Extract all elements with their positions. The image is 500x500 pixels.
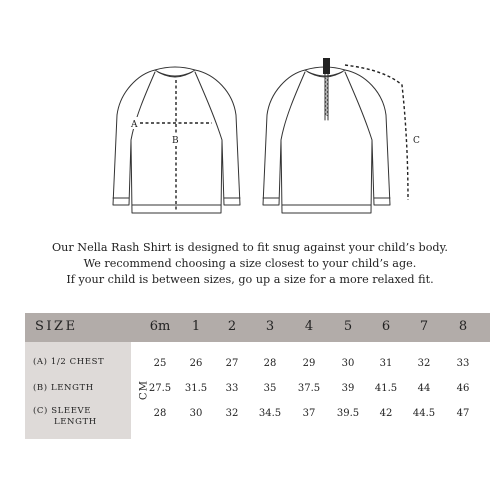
table-cell: 42 bbox=[379, 408, 393, 419]
table-cell: 46 bbox=[456, 383, 470, 394]
size-header-label: SIZE bbox=[35, 319, 78, 334]
table-cell: 28 bbox=[153, 408, 167, 419]
size-column-header: 1 bbox=[191, 319, 201, 334]
size-column-header: 2 bbox=[227, 319, 237, 334]
shirt-diagram bbox=[0, 0, 500, 230]
size-chart bbox=[25, 313, 490, 439]
size-column-header: 6m bbox=[149, 319, 171, 334]
table-cell: 27.5 bbox=[148, 383, 172, 394]
row-label-sleeve: (C) SLEEVE LENGTH bbox=[33, 406, 97, 427]
table-cell: 47 bbox=[456, 408, 470, 419]
size-column-header: 5 bbox=[343, 319, 353, 334]
table-cell: 44 bbox=[417, 383, 431, 394]
label-b: B bbox=[172, 136, 179, 146]
row-label-length: (B) LENGTH bbox=[33, 383, 94, 393]
table-cell: 39 bbox=[341, 383, 355, 394]
table-cell: 26 bbox=[189, 358, 203, 369]
unit-label: CM bbox=[138, 380, 150, 400]
size-column-header: 8 bbox=[458, 319, 468, 334]
row-label-chest: (A) 1/2 CHEST bbox=[33, 357, 105, 367]
size-header-row bbox=[25, 313, 490, 342]
table-cell: 32 bbox=[417, 358, 431, 369]
fit-description bbox=[0, 240, 500, 288]
size-column-header: 7 bbox=[419, 319, 429, 334]
description-line: We recommend choosing a size closest to your child’s age. bbox=[83, 257, 417, 270]
table-cell: 37.5 bbox=[297, 383, 321, 394]
table-cell: 35 bbox=[263, 383, 277, 394]
table-cell: 27 bbox=[225, 358, 239, 369]
description-line: If your child is between sizes, go up a size for a more relaxed fit. bbox=[66, 273, 434, 286]
table-cell: 29 bbox=[302, 358, 316, 369]
table-cell: 31.5 bbox=[184, 383, 208, 394]
table-cell: 33 bbox=[225, 383, 239, 394]
sleeve-measure-line bbox=[345, 65, 408, 200]
table-cell: 41.5 bbox=[374, 383, 398, 394]
label-c: C bbox=[413, 136, 420, 146]
measurement-label-column bbox=[25, 342, 131, 439]
description-line: Our Nella Rash Shirt is designed to fit snug against your child’s body. bbox=[52, 241, 448, 254]
size-column-header: 6 bbox=[381, 319, 391, 334]
zipper-pull-icon bbox=[323, 58, 330, 74]
table-cell: 32 bbox=[225, 408, 239, 419]
table-cell: 30 bbox=[189, 408, 203, 419]
table-cell: 31 bbox=[379, 358, 393, 369]
table-cell: 28 bbox=[263, 358, 277, 369]
size-column-header: 3 bbox=[265, 319, 275, 334]
table-cell: 25 bbox=[153, 358, 167, 369]
table-cell: 37 bbox=[302, 408, 316, 419]
table-cell: 39.5 bbox=[336, 408, 360, 419]
table-cell: 33 bbox=[456, 358, 470, 369]
table-cell: 44.5 bbox=[412, 408, 436, 419]
table-cell: 30 bbox=[341, 358, 355, 369]
size-column-header: 4 bbox=[304, 319, 314, 334]
label-a: A bbox=[131, 120, 138, 130]
table-cell: 34.5 bbox=[258, 408, 282, 419]
